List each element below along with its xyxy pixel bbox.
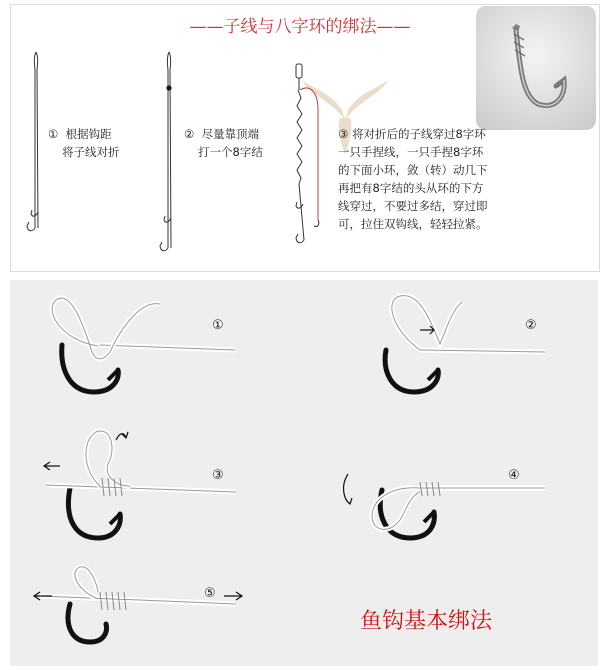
- step2-line1: 尽量靠顶端: [201, 127, 260, 141]
- knot1-num: ①: [212, 318, 224, 333]
- knot5-num: ⑤: [204, 586, 216, 601]
- knot2-figure: [385, 296, 545, 392]
- knot3-figure: [44, 431, 236, 538]
- step3-line4: 再把有8字结的头从环的下方: [338, 181, 484, 195]
- page-title: ——子线与八字环的绑法——: [189, 17, 411, 37]
- step3-line5: 线穿过，不要过多结，穿过即: [338, 199, 488, 213]
- step3-line3: 的下面小环，敛（转）动几下: [338, 163, 488, 177]
- step2-num: ②: [184, 127, 195, 141]
- knot1-figure: [52, 298, 235, 392]
- step3-num: ③: [338, 127, 349, 141]
- knot5-figure: [34, 567, 242, 642]
- bottom-title: 鱼钩基本绑法: [360, 609, 493, 634]
- knot4-figure: [344, 474, 545, 538]
- knot2-num: ②: [525, 318, 537, 333]
- step3-line6: 可，拉住双钩线，轻轻拉紧。: [338, 217, 488, 231]
- step1-num: ①: [48, 127, 59, 141]
- step3-line1: 将对折后的子线穿过8字环: [351, 127, 486, 141]
- knot3-num: ③: [212, 468, 224, 483]
- step3-line2: 一只手捏线，一只手捏8字环: [338, 145, 484, 159]
- step1-line1: 根据钩距: [65, 127, 112, 141]
- knot4-num: ④: [508, 468, 520, 483]
- step2-line2: 打一个8字结: [198, 145, 263, 159]
- step1-line2: 将子线对折: [62, 145, 120, 159]
